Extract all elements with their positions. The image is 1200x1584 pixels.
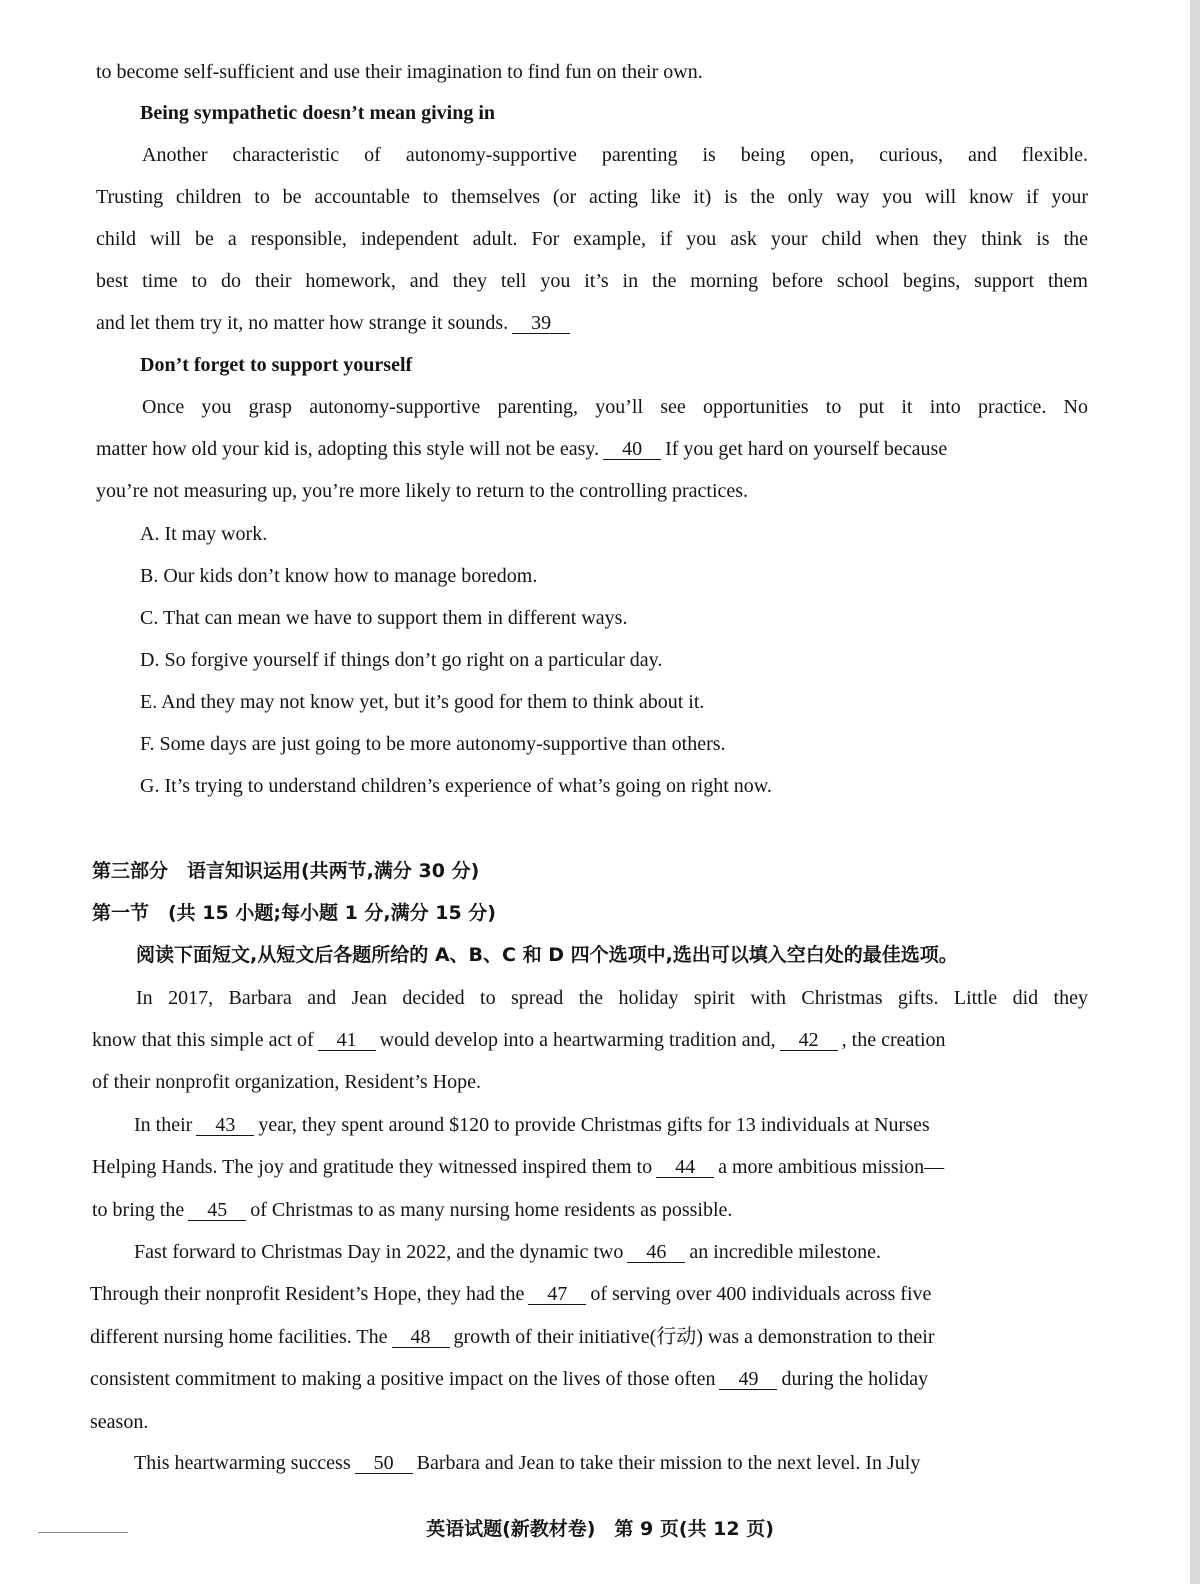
paragraph-line (96, 311, 1088, 335)
blank-46: 46 (627, 1242, 685, 1263)
option-b: B. Our kids don’t know how to manage boredom. (140, 565, 538, 587)
paragraph-line: best time to do their homework, and they tell you it’s in the morning before school begins, support them (96, 270, 1088, 292)
blank-47: 47 (528, 1284, 586, 1305)
blank-45: 45 (188, 1200, 246, 1221)
line-text: In their (134, 1114, 193, 1136)
blank-50: 50 (355, 1453, 413, 1474)
section-heading: Don’t forget to support yourself (140, 354, 413, 376)
line-text: Helping Hands. The joy and gratitude they witnessed inspired them to (92, 1156, 653, 1178)
line-text: Fast forward to Christmas Day in 2022, and the dynamic two (134, 1241, 624, 1263)
paragraph-line: child will be a responsible, independent adult. For example, if you ask your child when they think is the (96, 228, 1088, 250)
instruction: 阅读下面短文,从短文后各题所给的 A、B、C 和 D 四个选项中,选出可以填入空白处的最佳选项。 (136, 944, 958, 966)
blank-49: 49 (719, 1369, 777, 1390)
line-text: consistent commitment to making a positive impact on the lives of those often (90, 1368, 716, 1390)
paragraph-line: Once you grasp autonomy-supportive parenting, you’ll see opportunities to put it into practice. No (142, 396, 1088, 418)
blank-40: 40 (603, 439, 661, 460)
paragraph-line: In 2017, Barbara and Jean decided to spread the holiday spirit with Christmas gifts. Little did they (136, 987, 1088, 1009)
line-text: of serving over 400 individuals across five (590, 1283, 932, 1305)
scan-edge (1190, 0, 1200, 1584)
paragraph-line (92, 1028, 1088, 1052)
line-text: a more ambitious mission— (718, 1156, 945, 1178)
line-text: and let them try it, no matter how strange it sounds. (96, 312, 509, 334)
paragraph-line (96, 437, 1088, 461)
blank-39: 39 (512, 313, 570, 334)
blank-41: 41 (318, 1030, 376, 1051)
line-text: , the creation (841, 1029, 946, 1051)
paragraph-line: season. (90, 1411, 149, 1433)
paragraph-line: Trusting children to be accountable to themselves (or acting like it) is the only way you will know if your (96, 186, 1088, 208)
paragraph-line (134, 1451, 1088, 1475)
paragraph-line: Another characteristic of autonomy-supportive parenting is being open, curious, and flexible. (142, 144, 1088, 166)
paragraph-line (92, 1155, 1088, 1179)
page-footer: 英语试题(新教材卷) 第 9 页(共 12 页) (426, 1518, 774, 1540)
option-a: A. It may work. (140, 523, 268, 545)
paragraph-line: to become self-sufficient and use their imagination to find fun on their own. (96, 61, 703, 83)
paragraph-line (92, 1198, 1088, 1222)
line-text: This heartwarming success (134, 1452, 351, 1474)
section-title: 第一节 (共 15 小题;每小题 1 分,满分 15 分) (92, 902, 496, 924)
line-text: year, they spent around $120 to provide Christmas gifts for 13 individuals at Nurses (258, 1114, 930, 1136)
option-d: D. So forgive yourself if things don’t go right on a particular day. (140, 649, 663, 671)
line-text: Barbara and Jean to take their mission to the next level. In July (416, 1452, 921, 1474)
line-text: growth of their initiative(行动) was a demonstration to their (453, 1326, 935, 1348)
part-title: 第三部分 语言知识运用(共两节,满分 30 分) (92, 860, 480, 882)
line-text: during the holiday (781, 1368, 929, 1390)
line-text: different nursing home facilities. The (90, 1326, 388, 1348)
paragraph-line (90, 1282, 1088, 1306)
line-text: would develop into a heartwarming tradition and, (379, 1029, 776, 1051)
line-text: an incredible milestone. (689, 1241, 881, 1263)
option-c: C. That can mean we have to support them in different ways. (140, 607, 628, 629)
paragraph-line (90, 1325, 1088, 1349)
line-text: of Christmas to as many nursing home residents as possible. (250, 1199, 733, 1221)
blank-44: 44 (656, 1157, 714, 1178)
line-text: to bring the (92, 1199, 185, 1221)
blank-42: 42 (780, 1030, 838, 1051)
blank-48: 48 (392, 1327, 450, 1348)
option-f: F. Some days are just going to be more autonomy-supportive than others. (140, 733, 726, 755)
paragraph-line (134, 1240, 1088, 1264)
paragraph-line: of their nonprofit organization, Resident’s Hope. (92, 1071, 481, 1093)
option-g: G. It’s trying to understand children’s experience of what’s going on right now. (140, 775, 772, 797)
section-heading: Being sympathetic doesn’t mean giving in (140, 102, 496, 124)
line-text: know that this simple act of (92, 1029, 314, 1051)
line-text: matter how old your kid is, adopting this style will not be easy. (96, 438, 600, 460)
line-text: If you get hard on yourself because (665, 438, 948, 460)
paragraph-line (90, 1367, 1088, 1391)
paragraph-line: you’re not measuring up, you’re more likely to return to the controlling practices. (96, 480, 749, 502)
blank-43: 43 (196, 1115, 254, 1136)
paragraph-line (134, 1113, 1088, 1137)
line-text: Through their nonprofit Resident’s Hope, they had the (90, 1283, 525, 1305)
option-e: E. And they may not know yet, but it’s good for them to think about it. (140, 691, 705, 713)
